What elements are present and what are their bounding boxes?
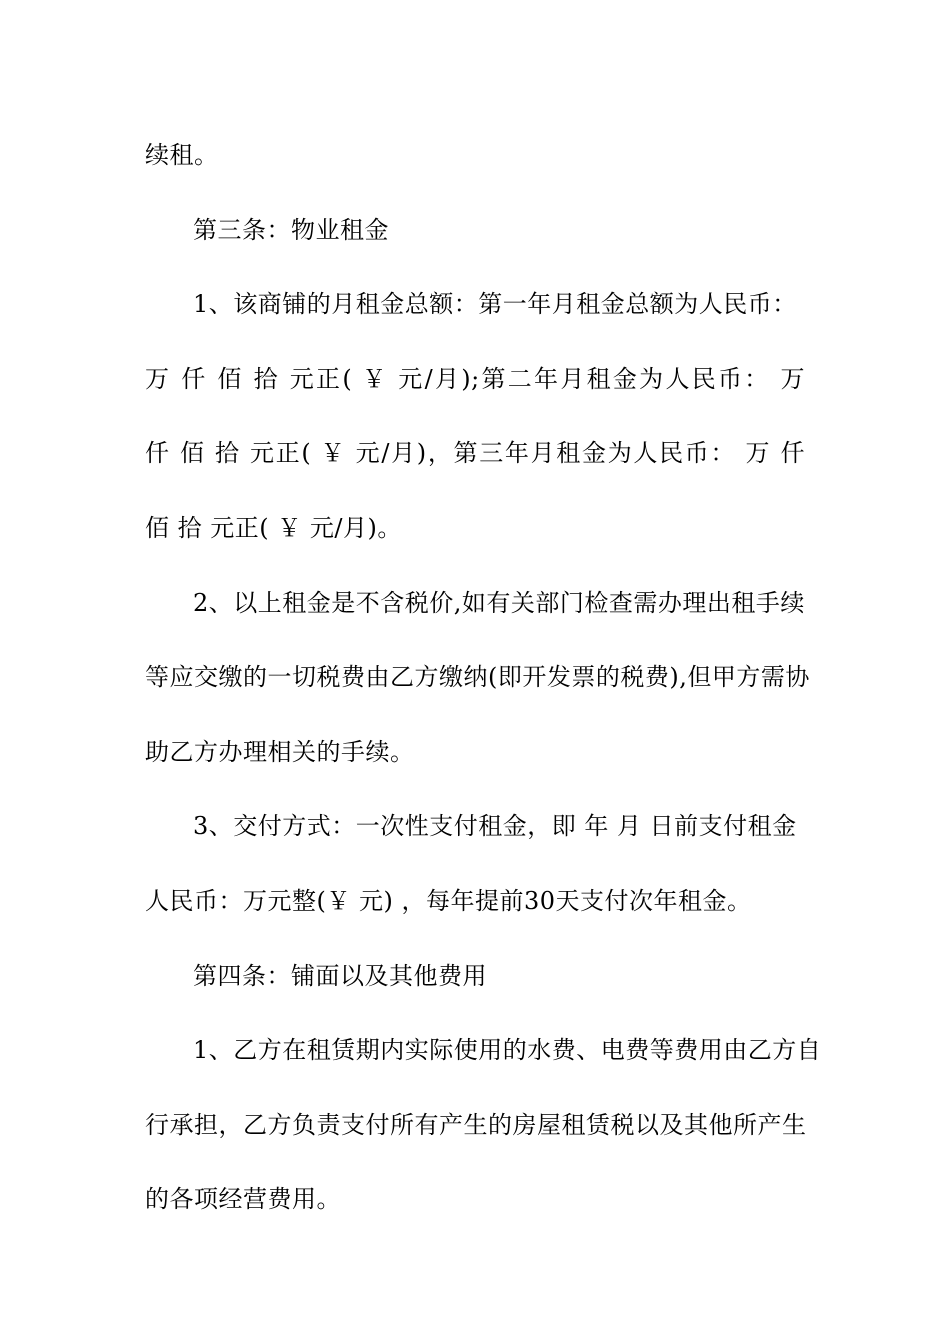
text-line: 3、交付方式：一次性支付租金，即 年 月 日前支付租金 (193, 812, 797, 841)
text-line: 仟 佰 拾 元正( ￥ 元/月)，第三年月租金为人民币： 万 仟 (145, 439, 805, 468)
text-line: 佰 拾 元正( ￥ 元/月)。 (145, 513, 402, 542)
text-line: 续租。 (145, 141, 219, 169)
text-line: 行承担，乙方负责支付所有产生的房屋租赁税以及其他所产生 (145, 1110, 807, 1139)
text-line: 的各项经营费用。 (145, 1185, 341, 1214)
section-heading: 第三条：物业租金 (193, 215, 389, 244)
text-line: 万 仟 佰 拾 元正( ￥ 元/月);第二年月租金为人民币： 万 (145, 364, 805, 393)
text-line: 助乙方办理相关的手续。 (145, 737, 415, 766)
text-line: 等应交缴的一切税费由乙方缴纳(即开发票的税费),但甲方需协 (145, 663, 810, 692)
text-line: 1、乙方在租赁期内实际使用的水费、电费等费用由乙方自 (193, 1036, 822, 1065)
text-line: 2、以上租金是不含税价,如有关部门检查需办理出租手续 (193, 588, 805, 617)
document-body (145, 118, 822, 1237)
text-line: 1、该商铺的月租金总额：第一年月租金总额为人民币： (193, 290, 797, 319)
text-line: 人民币：万元整(￥ 元) ，每年提前30天支付次年租金。 (145, 886, 752, 915)
section-heading: 第四条：铺面以及其他费用 (193, 961, 487, 990)
